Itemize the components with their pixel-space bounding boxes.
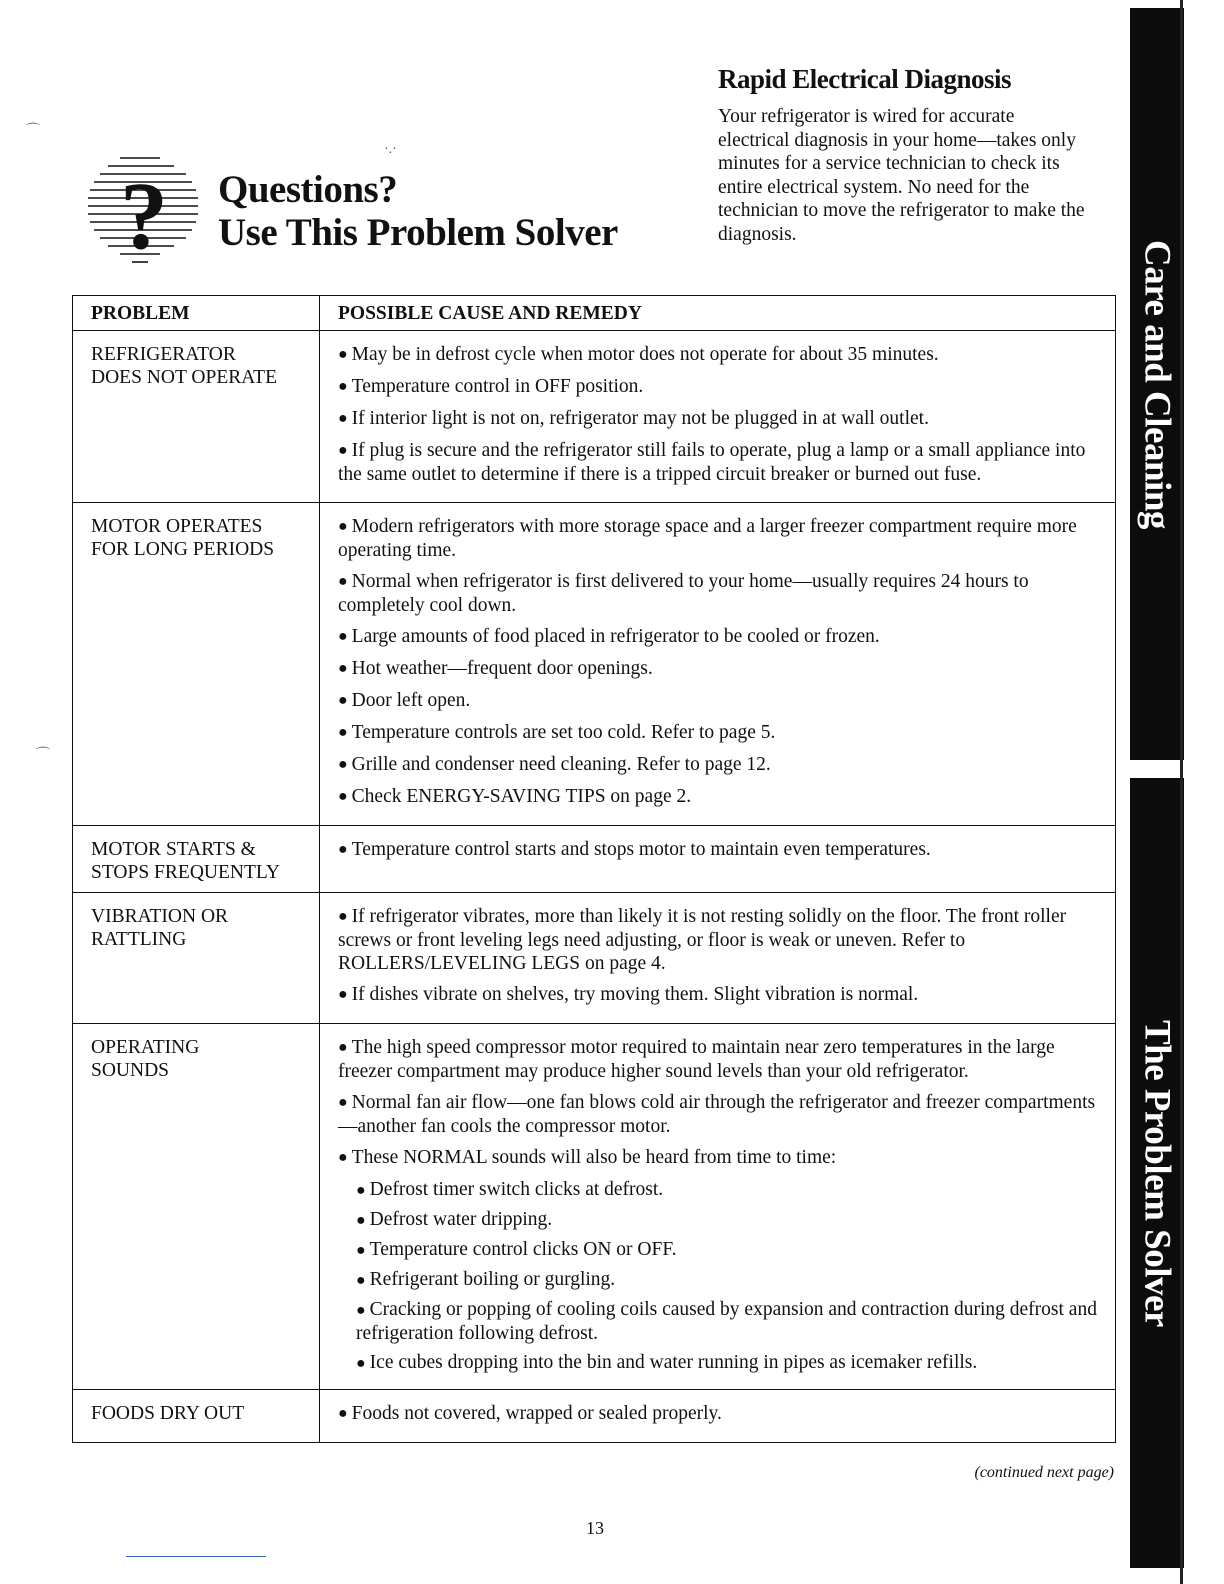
problem-cell: OPERATING SOUNDS	[73, 1024, 320, 1390]
bullet-icon: ●	[338, 841, 348, 858]
remedy-text: Temperature controls are set too cold. Refer to page 5.	[351, 722, 776, 743]
bullet-icon: ●	[338, 1039, 348, 1056]
sub-remedy-text: Cracking or popping of cooling coils caused by expansion and contraction during defrost and refrigeration following defrost.	[356, 1299, 1097, 1344]
remedy-item	[338, 983, 1097, 1007]
divider	[126, 1556, 266, 1557]
remedy-item	[338, 570, 1097, 617]
remedy-text: The high speed compressor motor required to maintain near zero temperatures in the large freezer compartment may produce higher sound levels than your old refrigerator.	[338, 1037, 1055, 1082]
table-row	[73, 1024, 1116, 1390]
remedy-text: Normal when refrigerator is first delivered to your home—usually requires 24 hours to completely cool down.	[338, 571, 1029, 616]
scan-speck: ⌒	[36, 748, 50, 763]
remedy-cell	[320, 503, 1116, 826]
remedy-text: If refrigerator vibrates, more than likely it is not resting solidly on the floor. The front roller screws or front leveling legs need adjusting, or floor is weak or uneven. Refer to ROLLERS/LEVELING LEGS on page 4.	[338, 906, 1067, 974]
header-remedy: POSSIBLE CAUSE AND REMEDY	[320, 296, 1116, 331]
remedy-text: If dishes vibrate on shelves, try moving them. Slight vibration is normal.	[351, 984, 919, 1005]
bullet-icon: ●	[338, 442, 348, 459]
title-line-1: Questions?	[218, 168, 398, 211]
bullet-icon: ●	[338, 1405, 348, 1422]
table-body	[73, 331, 1116, 1443]
table-header-row	[73, 296, 1116, 331]
remedy-text: Large amounts of food placed in refrigerator to be cooled or frozen.	[351, 626, 880, 647]
bullet-icon: ●	[356, 1212, 366, 1229]
bullet-icon: ●	[356, 1242, 366, 1259]
sub-remedy-text: Defrost water dripping.	[369, 1209, 553, 1230]
bullet-icon: ●	[356, 1302, 366, 1319]
remedy-text: These NORMAL sounds will also be heard from time to time:	[351, 1147, 837, 1168]
table-row	[73, 1390, 1116, 1443]
remedy-text: Modern refrigerators with more storage space and a larger freezer compartment require more operating time.	[338, 516, 1077, 561]
side-tab-care-and-cleaning[interactable]	[1130, 8, 1184, 760]
sub-remedy-item	[356, 1268, 1097, 1292]
remedy-item	[338, 838, 1097, 862]
page-title	[218, 168, 618, 254]
remedy-item	[338, 407, 1097, 431]
remedy-item	[338, 1091, 1097, 1138]
remedy-item	[338, 1146, 1097, 1170]
bullet-icon: ●	[356, 1355, 366, 1372]
sub-remedy-text: Refrigerant boiling or gurgling.	[369, 1269, 616, 1290]
sub-remedy-text: Defrost timer switch clicks at defrost.	[369, 1179, 664, 1200]
bullet-icon: ●	[356, 1272, 366, 1289]
remedy-text: Hot weather—frequent door openings.	[351, 658, 653, 679]
table-row	[73, 331, 1116, 503]
bullet-icon: ●	[338, 908, 348, 925]
problem-cell: FOODS DRY OUT	[73, 1390, 320, 1443]
question-mark-icon	[78, 150, 208, 268]
bullet-icon: ●	[338, 1149, 348, 1166]
title-line-2: Use This Problem Solver	[218, 211, 618, 254]
bullet-icon: ●	[338, 788, 348, 805]
bullet-icon: ●	[338, 573, 348, 590]
page-number: 13	[586, 1518, 604, 1538]
remedy-text: Grille and condenser need cleaning. Refer to page 12.	[351, 754, 771, 775]
side-tab-problem-solver[interactable]	[1130, 778, 1184, 1568]
remedy-cell	[320, 893, 1116, 1024]
bullet-icon: ●	[338, 410, 348, 427]
remedy-item	[338, 343, 1097, 367]
sub-remedy-item	[356, 1298, 1097, 1345]
remedy-item	[338, 375, 1097, 399]
bullet-icon: ●	[338, 378, 348, 395]
remedy-text: Foods not covered, wrapped or sealed properly.	[351, 1403, 722, 1424]
table-row	[73, 893, 1116, 1024]
problem-solver-table	[72, 295, 1116, 1443]
bullet-icon: ●	[338, 724, 348, 741]
scan-speck: ·.·	[384, 142, 397, 157]
remedy-text: If interior light is not on, refrigerator may not be plugged in at wall outlet.	[351, 408, 929, 429]
remedy-item	[338, 1036, 1097, 1083]
rapid-diagnosis-section	[718, 64, 1088, 246]
problem-cell: REFRIGERATOR DOES NOT OPERATE	[73, 331, 320, 503]
remedy-cell	[320, 1390, 1116, 1443]
bullet-icon: ●	[338, 660, 348, 677]
table-row	[73, 826, 1116, 893]
problem-cell: VIBRATION OR RATTLING	[73, 893, 320, 1024]
scan-speck: ⌒	[26, 124, 40, 139]
remedy-text: Normal fan air flow—one fan blows cold air through the refrigerator and freezer compartments—another fan cools the compressor motor.	[338, 1092, 1096, 1137]
page-edge	[1180, 0, 1183, 1584]
svg-text:?: ?	[120, 162, 168, 268]
remedy-item	[338, 785, 1097, 809]
remedy-cell	[320, 1024, 1116, 1390]
side-tab-problem-label: The Problem Solver	[1136, 1019, 1178, 1327]
remedy-item	[338, 515, 1097, 562]
continued-note: (continued next page)	[974, 1464, 1114, 1481]
remedy-text: Temperature control in OFF position.	[351, 376, 644, 397]
problem-cell: MOTOR OPERATES FOR LONG PERIODS	[73, 503, 320, 826]
header-problem: PROBLEM	[73, 296, 320, 331]
remedy-item	[338, 753, 1097, 777]
side-tab-care-label: Care and Cleaning	[1136, 239, 1178, 529]
sub-remedy-item	[356, 1178, 1097, 1202]
bullet-icon: ●	[338, 692, 348, 709]
rapid-diagnosis-title: Rapid Electrical Diagnosis	[718, 64, 1012, 94]
remedy-text: Check ENERGY-SAVING TIPS on page 2.	[351, 786, 692, 807]
bullet-icon: ●	[338, 346, 348, 363]
table-row	[73, 503, 1116, 826]
remedy-text: Temperature control starts and stops motor to maintain even temperatures.	[351, 839, 931, 860]
sub-remedy-item	[356, 1208, 1097, 1232]
remedy-item	[338, 689, 1097, 713]
rapid-diagnosis-text: Your refrigerator is wired for accurate electrical diagnosis in your home—takes only minutes for a service technician to check its entire electrical system. No need for the technician to move the refrigerator to make the diagnosis.	[718, 106, 1085, 245]
remedy-text: May be in defrost cycle when motor does not operate for about 35 minutes.	[351, 344, 939, 365]
sub-remedy-item	[356, 1351, 1097, 1375]
remedy-text: Door left open.	[351, 690, 471, 711]
remedy-cell	[320, 826, 1116, 893]
remedy-item	[338, 1402, 1097, 1426]
remedy-item	[338, 905, 1097, 975]
bullet-icon: ●	[338, 986, 348, 1003]
remedy-item	[338, 625, 1097, 649]
problem-cell: MOTOR STARTS & STOPS FREQUENTLY	[73, 826, 320, 893]
bullet-icon: ●	[338, 1094, 348, 1111]
sub-remedy-text: Temperature control clicks ON or OFF.	[369, 1239, 677, 1260]
bullet-icon: ●	[338, 518, 348, 535]
bullet-icon: ●	[338, 756, 348, 773]
remedy-text: If plug is secure and the refrigerator still fails to operate, plug a lamp or a small appliance into the same outlet to determine if there is a tripped circuit breaker or burned out fuse.	[338, 440, 1086, 485]
remedy-item	[338, 721, 1097, 745]
sub-remedy-item	[356, 1238, 1097, 1262]
remedy-item	[338, 439, 1097, 486]
remedy-item	[338, 657, 1097, 681]
remedy-cell	[320, 331, 1116, 503]
sub-remedy-text: Ice cubes dropping into the bin and water running in pipes as icemaker refills.	[369, 1352, 978, 1373]
bullet-icon: ●	[338, 628, 348, 645]
bullet-icon: ●	[356, 1182, 366, 1199]
